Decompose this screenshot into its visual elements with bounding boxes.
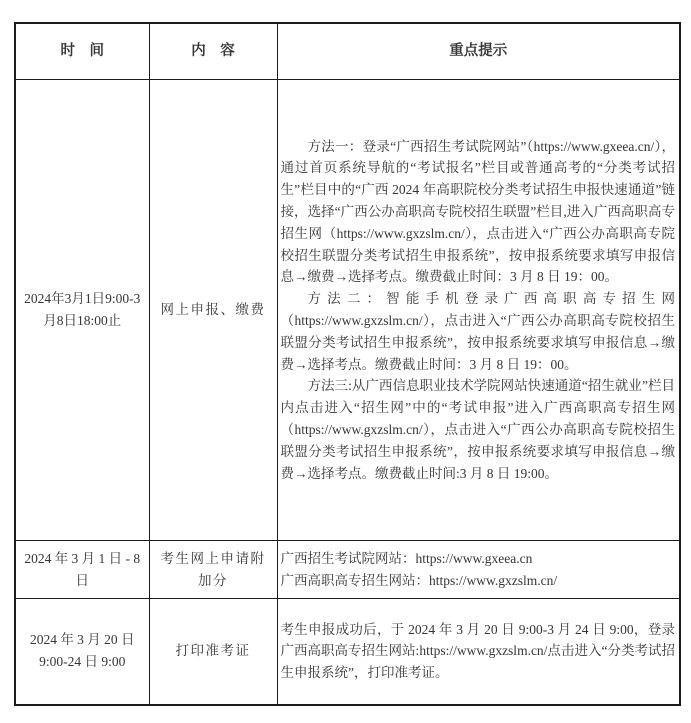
cell-tips-bonus-points xyxy=(277,541,680,599)
cell-tips-online-application xyxy=(277,80,680,541)
tips-line-gxeea-website: 广西招生考试院网站：https://www.gxeea.cn xyxy=(280,550,533,566)
cell-time-bonus-points: 2024 年 3 月 1 日 - 8 日 xyxy=(15,541,149,599)
tips-paragraph-print-ticket: 考生申报成功后，于 2024 年 3 月 20 日 9:00-3 月 24 日 9:00，登录广西高职高专招生网站:https://www.gxzslm.cn/点击进入“分类考试招生申报系统”，打印准考证。 xyxy=(280,621,675,681)
table-row-print-admission-ticket xyxy=(15,599,680,705)
cell-content-print-admission-ticket: 打印准考证 xyxy=(149,599,277,705)
exam-schedule-table xyxy=(14,22,681,706)
header-row xyxy=(15,23,680,80)
table-row-bonus-points xyxy=(15,541,680,599)
tips-paragraph-method-1: 方法一：登录“广西招生考试院网站”（https://www.gxeea.cn/），通过首页系统导航的“考试报名”栏目或普通高考的“分类考试招生”栏目中的“广西 2024 年高职院校分类考试招生申报快速通道”链接，选择“广西公办高职高专院校招生联盟”栏目,进入广西高职高专招生网（https://www.gxzslm.cn/），点击进入“广西公办高职高专院校招生联盟分类考试招生申报系统”，按申报系统要求填写申报信息→缴费→选择考点。缴费截止时间：3 月 8 日 19：00。 xyxy=(280,138,675,285)
cell-content-bonus-points: 考生网上申请附加分 xyxy=(149,541,277,599)
cell-time-online-application: 2024年3月1日9:00-3月8日18:00止 xyxy=(15,80,149,541)
tips-paragraph-method-2: 方法二：智能手机登录广西高职高专招生网（https://www.gxzslm.cn/），点击进入“广西公办高职高专院校招生联盟分类考试招生申报系统”，按申报系统要求填写申报信息→缴费→选择考点。缴费截止时间：3 月 8 日 19：00。 xyxy=(280,291,675,372)
cell-time-print-admission-ticket: 2024 年 3 月 20 日 9:00-24 日 9:00 xyxy=(15,599,149,705)
table-row-online-application xyxy=(15,80,680,541)
tips-paragraph-method-3: 方法三:从广西信息职业技术学院网站快速通道“招生就业”栏目内点击进入“招生网”中的“考试申报”进入广西高职高专招生网（https://www.gxzslm.cn/），点击进入“广西公办高职高专院校招生联盟分类考试招生申报系统”，按申报系统要求填写申报信息→缴费→选择考点。缴费截止时间:3 月 8 日 19:00。 xyxy=(280,378,675,481)
tips-line-gxzslm-website: 广西高职高专招生网站：https://www.gxzslm.cn/ xyxy=(280,572,558,588)
column-header-content: 内 容 xyxy=(149,23,277,80)
column-header-tips: 重点提示 xyxy=(277,23,680,80)
cell-tips-print-admission-ticket xyxy=(277,599,680,705)
cell-content-online-application: 网上申报、缴费 xyxy=(149,80,277,541)
column-header-time: 时 间 xyxy=(15,23,149,80)
